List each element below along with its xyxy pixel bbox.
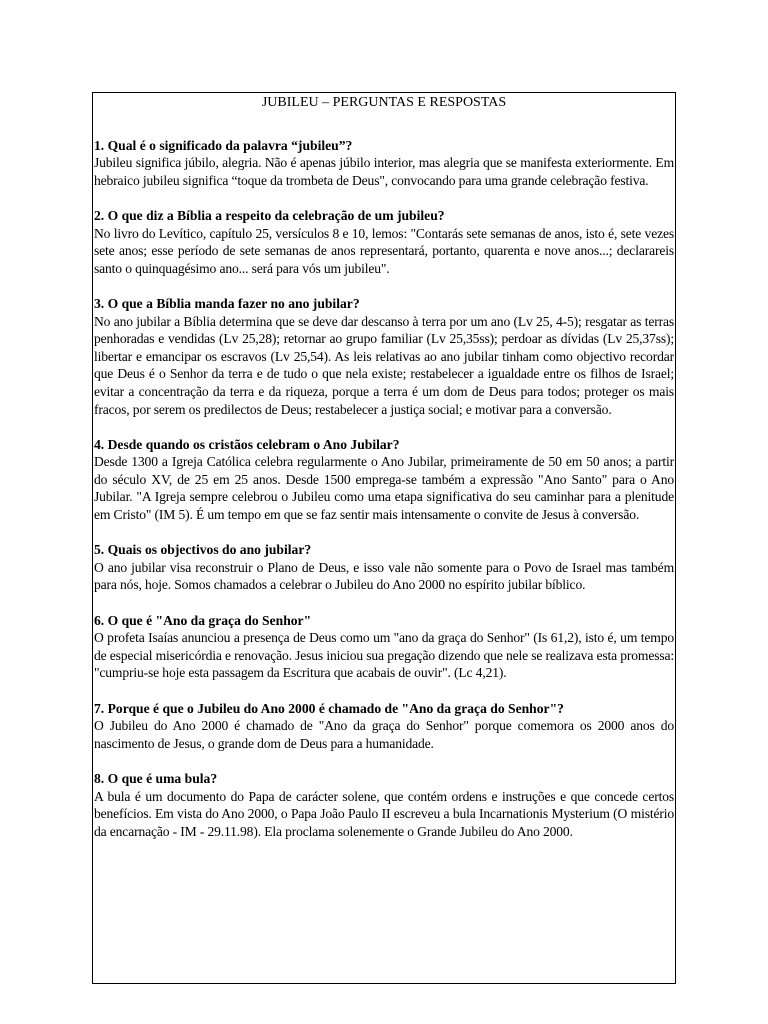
qa-item-8 <box>94 770 674 840</box>
qa-item-5 <box>94 541 674 594</box>
answer-1: Jubileu significa júbilo, alegria. Não é apenas júbilo interior, mas alegria que se manifesta exteriormente. Em hebraico jubileu significa “toque da trombeta de Deus", convocando para uma grande celebração festiva. <box>94 155 674 188</box>
question-3: 3. O que a Bíblia manda fazer no ano jubilar? <box>94 295 360 311</box>
question-8: 8. O que é uma bula? <box>94 770 218 786</box>
qa-item-1 <box>94 137 674 190</box>
question-7: 7. Porque é que o Jubileu do Ano 2000 é chamado de "Ano da graça do Senhor"? <box>94 700 564 716</box>
answer-6: O profeta Isaías anunciou a presença de Deus como um "ano da graça do Senhor" (Is 61,2), isto é, um tempo de especial misericórdia e renovação. Jesus iniciou sua pregação dizendo que nele se realizava esta promessa: "cumpriu-se hoje esta passagem da Escritura que acabais de ouvir". (Lc 4,21). <box>94 630 675 681</box>
qa-item-3 <box>94 295 674 418</box>
document-title: JUBILEU – PERGUNTAS E RESPOSTAS <box>261 95 507 110</box>
answer-5: O ano jubilar visa reconstruir o Plano de Deus, e isso vale não somente para o Povo de Israel mas também para nós, hoje. Somos chamados a celebrar o Jubileu do Ano 2000 no espírito jubilar bíblico. <box>94 559 674 593</box>
document-frame <box>92 92 676 984</box>
answer-2: No livro do Levítico, capítulo 25, versículos 8 e 10, lemos: "Contarás sete semanas de anos, isto é, sete vezes sete anos; esse período de sete semanas de anos representará, portanto, quarenta e nove anos...; declarareis santo o quinquagésimo ano... será para vós um jubileu". <box>94 225 674 276</box>
qa-item-6 <box>94 612 674 682</box>
answer-8: A bula é um documento do Papa de carácter solene, que contém ordens e instruções e que concede certos benefícios. Em vista do Ano 2000, o Papa João Paulo II escreveu a bula Incarnationis Mysterium (O mistério da encarnação - IM - 29.11.98). Ela proclama solenemente o Grande Jubileu do Ano 2000. <box>94 788 674 839</box>
question-5: 5. Quais os objectivos do ano jubilar? <box>94 542 312 558</box>
qa-item-4 <box>94 436 674 524</box>
question-2: 2. O que diz a Bíblia a respeito da celebração de um jubileu? <box>94 207 445 223</box>
question-1: 1. Qual é o significado da palavra “jubileu”? <box>94 137 353 153</box>
answer-3: No ano jubilar a Bíblia determina que se deve dar descanso à terra por um ano (Lv 25, 4-5); resgatar as terras penhoradas e vendidas (Lv 25,28); retornar ao grupo familiar (Lv 25,35ss); perdoar as dívidas (Lv 25,37ss); libertar e emancipar os escravos (Lv 25,54). As leis relativas ao ano jubilar tinham como objectivo recordar que Deus é o Senhor da terra e de tudo o que nela existe; restabelecer a igualdade entre os filhos de Israel; evitar a concentração da terra e da riqueza, porque a terra é um dom de Deus para todos; proteger os mais fracos, por serem os predilectos de Deus; restabelecer a justiça social; e motivar para a conversão. <box>94 313 674 417</box>
question-4: 4. Desde quando os cristãos celebram o Ano Jubilar? <box>94 436 400 452</box>
question-6: 6. O que é "Ano da graça do Senhor" <box>94 612 312 628</box>
qa-item-2 <box>94 207 674 277</box>
answer-4: Desde 1300 a Igreja Católica celebra regularmente o Ano Jubilar, primeiramente de 50 em 50 anos; a partir do século XV, de 25 em 25 anos. Desde 1500 emprega-se também a expressão "Ano Santo" para o Ano Jubilar. "A Igreja sempre celebrou o Jubileu como uma etapa significativa do seu caminhar para a plenitude em Cristo" (IM 5). É um tempo em que se faz sentir mais intensamente o convite de Jesus à conversão. <box>94 454 674 523</box>
qa-item-7 <box>94 700 674 753</box>
answer-7: O Jubileu do Ano 2000 é chamado de "Ano da graça do Senhor" porque comemora os 2000 anos do nascimento de Jesus, o grande dom de Deus para a humanidade. <box>94 718 674 751</box>
